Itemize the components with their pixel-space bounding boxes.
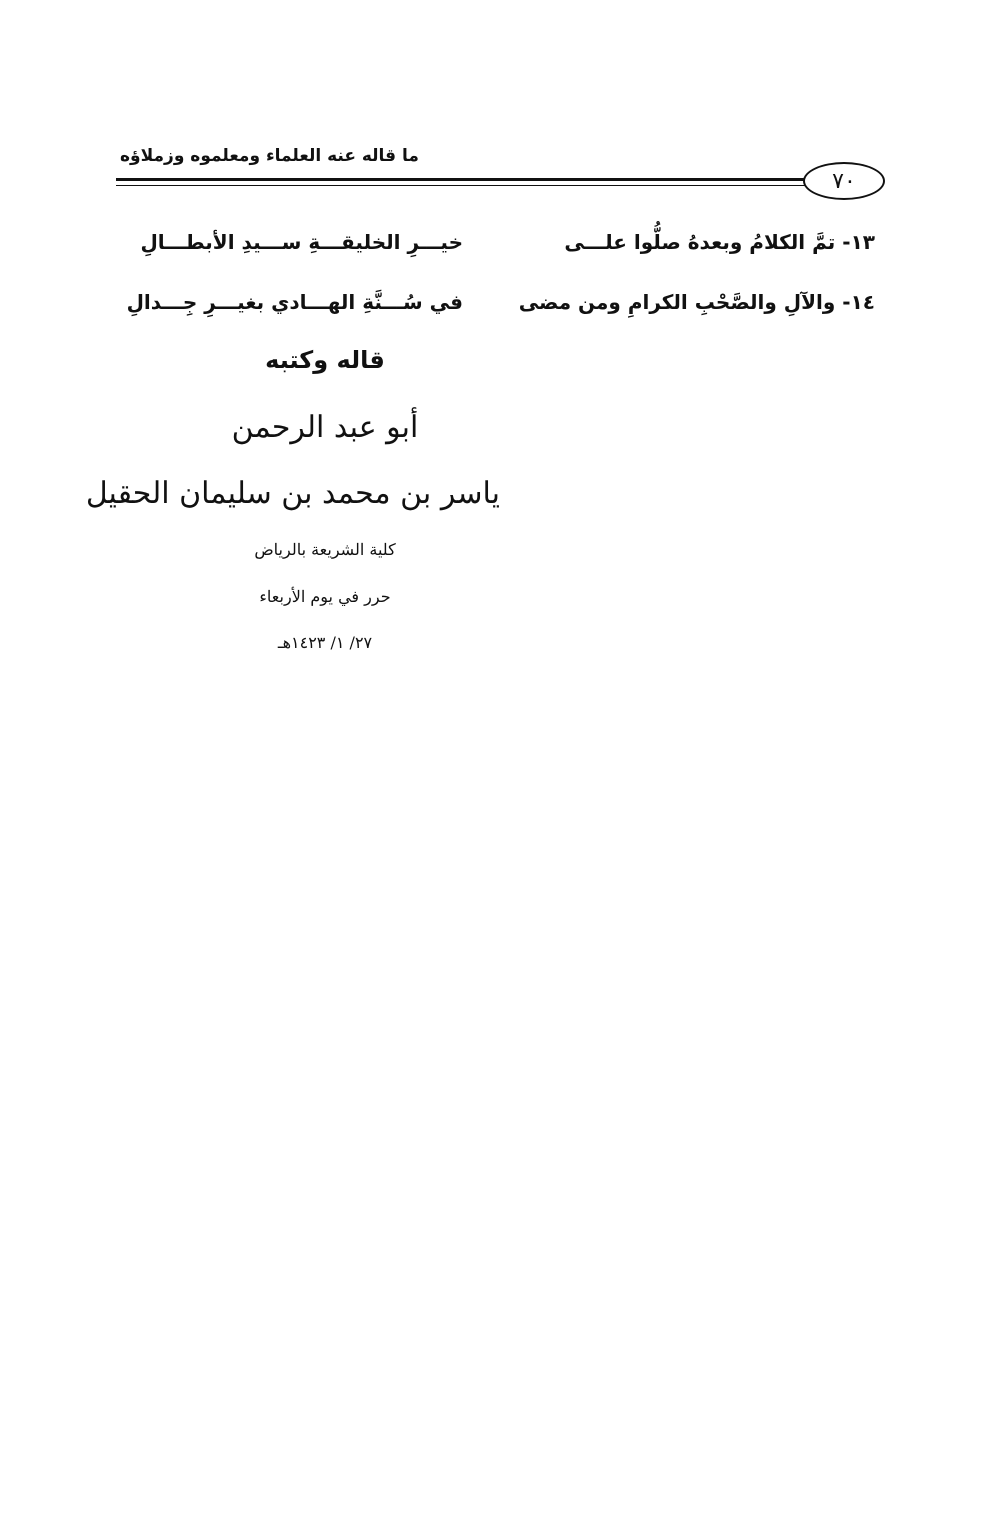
college-line: كلية الشريعة بالرياض <box>254 540 396 559</box>
verse-13-first-hemistich: ١٣- تمَّ الكلامُ وبعدهُ صلُّوا علـــى <box>564 230 875 254</box>
verse-13-second-hemistich: خيـــرِ الخليقـــةِ ســـيدِ الأبطـــالِ <box>140 230 463 254</box>
page-number-badge <box>803 162 885 200</box>
page-number: ٧٠ <box>832 168 856 194</box>
header-rule-thin <box>116 185 810 186</box>
verse-14 <box>118 290 875 330</box>
said-by-line: قاله وكتبه <box>265 346 385 374</box>
verse-13 <box>118 230 875 270</box>
verse-14-first-hemistich: ١٤- والآلِ والصَّحْبِ الكرامِ ومن مضى <box>518 290 875 314</box>
header-rule-thick <box>116 178 810 181</box>
verse-14-second-hemistich: في سُـــنَّةِ الهـــادي بغيـــرِ جِـــدالِ <box>126 290 463 314</box>
author-kunya: أبو عبد الرحمن <box>231 410 419 445</box>
written-on-line: حرر في يوم الأربعاء <box>259 587 391 606</box>
running-header: ما قاله عنه العلماء ومعلموه وزملاؤه <box>120 146 419 166</box>
author-name: ياسر بن محمد بن سليمان الحقيل <box>85 476 500 511</box>
date-line: ٢٧/ ١/ ١٤٢٣هـ <box>277 633 373 652</box>
